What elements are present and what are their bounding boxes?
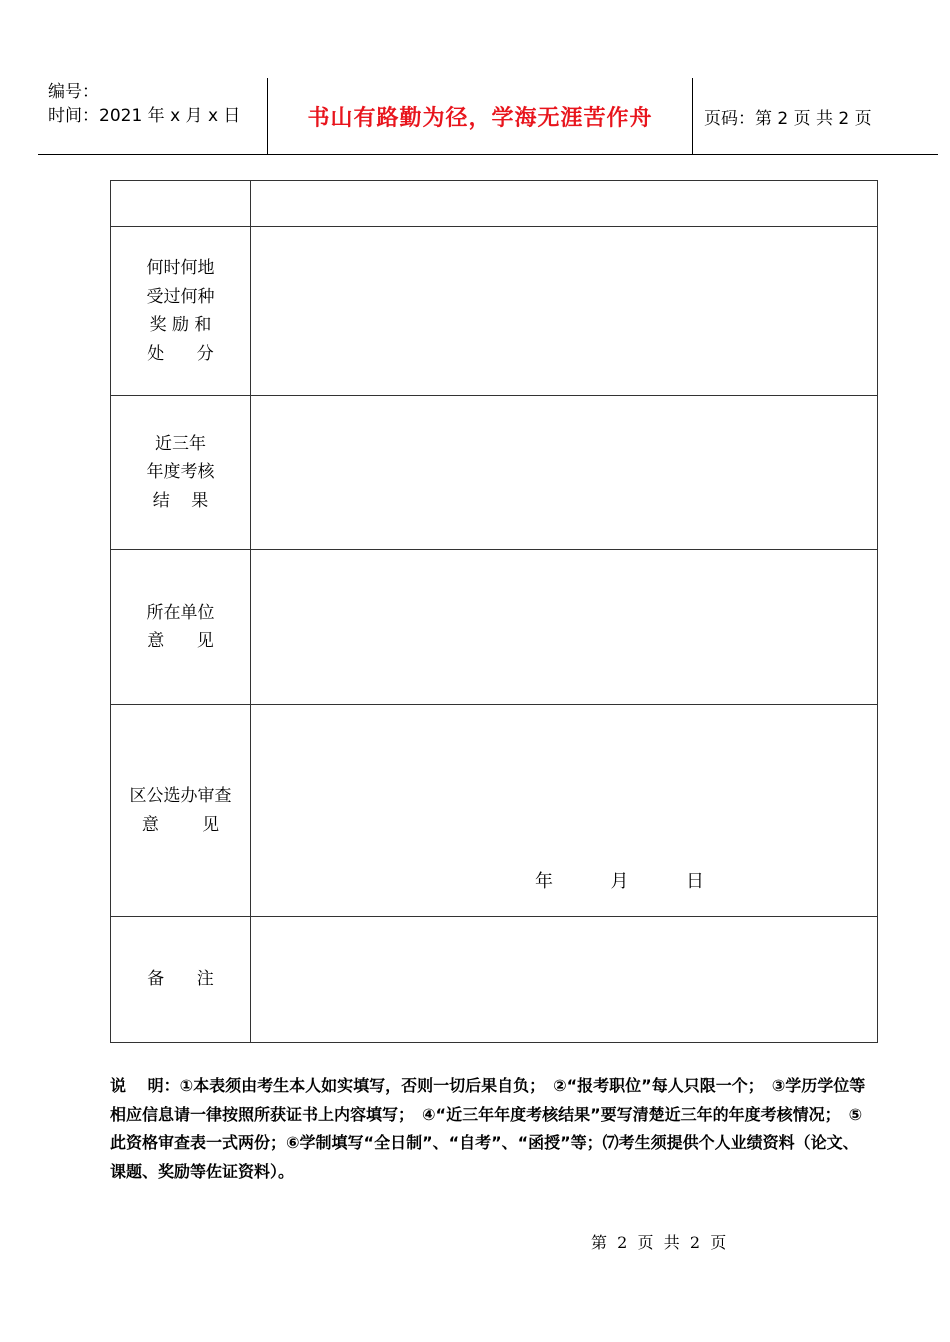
table-row (111, 550, 878, 705)
remarks-field[interactable] (251, 917, 878, 1043)
header-page-info: 页码：第 2 页 共 2 页 (704, 109, 872, 129)
header-motto: 书山有路勤为径，学海无涯苦作舟 (307, 105, 653, 131)
unit-opinion-field[interactable] (251, 550, 878, 705)
signature-date (535, 867, 704, 893)
remarks-label: 备 注 (111, 917, 251, 1043)
assessment-label: 近三年 年度考核 结 果 (111, 396, 251, 550)
table-row (111, 917, 878, 1043)
header-meta (48, 80, 240, 128)
assessment-field[interactable] (251, 396, 878, 550)
row-0-label (111, 181, 251, 227)
instructions-note: 说 明：①本表须由考生本人如实填写，否则一切后果自负； ②“报考职位”每人只限一个； ③学历学位等相应信息请一律按照所获证书上内容填写； ④“近三年年度考核结果”要写清楚近三年的年度考核情况； ⑤此资格审查表一式两份；⑥学制填写“全日制”、“自考”、“函授”等；⑺考生须提供个人业绩资料（论文、课题、奖励等佐证资料）。 (110, 1076, 866, 1181)
header-divider-right (692, 78, 693, 155)
review-form-table (110, 180, 878, 1043)
table-row (111, 227, 878, 396)
header-rule (38, 154, 938, 155)
page-footer: 第 2 页 共 2 页 (591, 1233, 727, 1252)
rewards-label: 何时何地 受过何种 奖 励 和 处 分 (111, 227, 251, 396)
rewards-field[interactable] (251, 227, 878, 396)
date-label: 时间：2021 年 x 月 x 日 (48, 106, 241, 126)
table-row (111, 396, 878, 550)
date-year: 年 (535, 871, 553, 892)
unit-opinion-label: 所在单位 意 见 (111, 550, 251, 705)
date-day: 日 (685, 871, 704, 892)
row-0-field[interactable] (251, 181, 878, 227)
code-label: 编号： (48, 82, 99, 102)
office-review-field[interactable] (251, 705, 878, 917)
table-row (111, 705, 878, 917)
office-review-label: 区公选办审查 意 见 (111, 705, 251, 917)
date-month: 月 (610, 871, 629, 892)
table-row (111, 181, 878, 227)
